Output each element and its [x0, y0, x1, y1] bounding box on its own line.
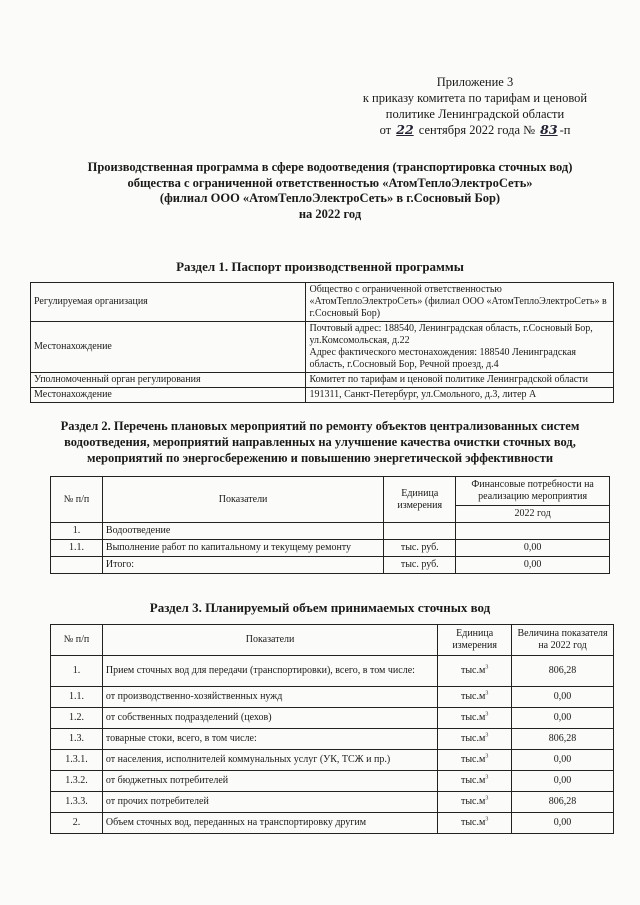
header-num: № п/п: [51, 477, 103, 523]
handwritten-number: 83: [540, 122, 558, 137]
row-name: от прочих потребителей: [102, 792, 437, 813]
title-line2: общества с ограниченной ответственностью «АтомТеплоЭлектроСеть»: [127, 175, 533, 190]
row-name: от населения, исполнителей коммунальных услуг (УК, ТСЖ и пр.): [102, 750, 437, 771]
actual-address: Адрес фактического местонахождения: 188540 Ленинградская область, г.Сосновый Бор, Речной проезд, д.4: [309, 347, 577, 370]
unit-exponent: 3: [485, 795, 489, 802]
handwritten-day: 22: [396, 122, 414, 137]
row-name: от собственных подразделений (цехов): [102, 708, 437, 729]
section2-heading-line2: водоотведения, мероприятий направленных на улучшение качества очистки сточных вод,: [64, 435, 576, 449]
unit-text: тыс.м: [460, 665, 486, 676]
row-value: 0,00: [512, 708, 614, 729]
row-unit: [438, 771, 512, 792]
header-indicator: Показатели: [102, 625, 437, 656]
value-cell: [306, 322, 614, 373]
postal-address: Почтовый адрес: 188540, Ленинградская область, г.Сосновый Бор, ул.Комсомольская, д.22: [309, 323, 593, 346]
passport-table: [30, 282, 614, 403]
title-line1: Производственная программа в сфере водоотведения (транспортировка сточных вод): [87, 160, 573, 174]
unit-text: тыс.м: [460, 796, 486, 807]
row-value: 0,00: [512, 771, 614, 792]
row-name: от бюджетных потребителей: [102, 771, 437, 792]
wastewater-table: [50, 624, 614, 834]
table-row: [51, 708, 614, 729]
row-num: 1.2.: [51, 708, 103, 729]
row-unit: [438, 750, 512, 771]
table-header-row: [51, 477, 610, 506]
label-cell: Уполномоченный орган регулирования: [31, 373, 306, 388]
row-unit: тыс. руб.: [384, 557, 456, 574]
table-row: [51, 656, 614, 687]
unit-exponent: 3: [485, 774, 489, 781]
row-unit: тыс. руб.: [384, 540, 456, 557]
header-num: № п/п: [51, 625, 103, 656]
row-num: 1.1.: [51, 687, 103, 708]
row-value: 0,00: [512, 750, 614, 771]
unit-exponent: 3: [485, 711, 489, 718]
row-value: 0,00: [456, 540, 610, 557]
row-num: 1.3.: [51, 729, 103, 750]
table-row: [51, 792, 614, 813]
date-prefix: от: [379, 123, 392, 137]
row-unit: [438, 708, 512, 729]
row-value: 0,00: [512, 687, 614, 708]
row-value: 806,28: [512, 792, 614, 813]
table-row: [51, 523, 610, 540]
section1-heading: Раздел 1. Паспорт производственной программы: [176, 259, 464, 274]
title-line3: (филиал ООО «АтомТеплоЭлектроСеть» в г.Сосновый Бор): [159, 191, 501, 205]
table-row: [51, 557, 610, 574]
unit-text: тыс.м: [460, 733, 486, 744]
row-name: Прием сточных вод для передачи (транспортировки), всего, в том числе:: [102, 656, 437, 687]
table-row: [51, 687, 614, 708]
row-name: Выполнение работ по капитальному и текущему ремонту: [102, 540, 383, 557]
unit-text: тыс.м: [460, 712, 486, 723]
table-row: [31, 388, 614, 403]
row-num: [51, 557, 103, 574]
section2-heading-line3: мероприятий по энергосбережению и повышению энергетической эффективности: [86, 451, 554, 465]
appendix-line2: к приказу комитета по тарифам и ценовой: [362, 91, 588, 105]
label-cell: Местонахождение: [31, 322, 306, 373]
row-name: товарные стоки, всего, в том числе:: [102, 729, 437, 750]
section3-heading: Раздел 3. Планируемый объем принимаемых сточных вод: [149, 600, 491, 615]
row-num: 1.3.3.: [51, 792, 103, 813]
row-unit: [438, 792, 512, 813]
table-row: [31, 373, 614, 388]
row-value: 806,28: [512, 656, 614, 687]
row-num: 2.: [51, 813, 103, 834]
table-row: [51, 771, 614, 792]
table-row: [51, 540, 610, 557]
row-num: 1.: [51, 523, 103, 540]
row-num: 1.: [51, 656, 103, 687]
measures-table: [50, 476, 610, 574]
unit-text: тыс.м: [460, 817, 486, 828]
section2-heading: [0, 418, 640, 466]
table-row: [31, 322, 614, 373]
row-name: Водоотведение: [102, 523, 383, 540]
row-unit: [438, 687, 512, 708]
order-suffix: -п: [559, 123, 571, 137]
row-num: 1.1.: [51, 540, 103, 557]
header-year: 2022 год: [456, 506, 610, 523]
table-row: [51, 729, 614, 750]
row-unit: [438, 729, 512, 750]
table-row: [51, 750, 614, 771]
row-name: Итого:: [102, 557, 383, 574]
appendix-date-line: [360, 122, 590, 138]
row-value: 0,00: [456, 557, 610, 574]
row-value: 0,00: [512, 813, 614, 834]
unit-text: тыс.м: [460, 775, 486, 786]
label-cell: Регулируемая организация: [31, 283, 306, 322]
header-unit: Единица измерения: [384, 477, 456, 523]
header-indicator: Показатели: [102, 477, 383, 523]
unit-exponent: 3: [485, 732, 489, 739]
appendix-line3: политике Ленинградской области: [385, 107, 565, 121]
unit-exponent: 3: [485, 753, 489, 760]
row-unit: [384, 523, 456, 540]
unit-exponent: 3: [485, 690, 489, 697]
row-name: Объем сточных вод, переданных на транспортировку другим: [102, 813, 437, 834]
header-finance: Финансовые потребности на реализацию мероприятия: [456, 477, 610, 506]
value-cell: Общество с ограниченной ответственностью «АтомТеплоЭлектроСеть» (филиал ООО «АтомТеплоЭлектроСеть» в г.Сосновый Бор): [306, 283, 614, 322]
row-name: от производственно-хозяйственных нужд: [102, 687, 437, 708]
table-row: [51, 813, 614, 834]
row-value: 806,28: [512, 729, 614, 750]
row-unit: [438, 813, 512, 834]
header-unit: Единица измерения: [438, 625, 512, 656]
unit-exponent: 3: [485, 816, 489, 823]
row-num: 1.3.2.: [51, 771, 103, 792]
document-title: [40, 160, 620, 222]
unit-exponent: 3: [485, 664, 489, 671]
row-value: [456, 523, 610, 540]
value-cell: Комитет по тарифам и ценовой политике Ленинградской области: [306, 373, 614, 388]
value-cell: 191311, Санкт-Петербург, ул.Смольного, д.3, литер А: [306, 388, 614, 403]
date-mid: сентября 2022 года №: [418, 123, 536, 137]
unit-text: тыс.м: [460, 754, 486, 765]
appendix-header: [360, 74, 590, 138]
section2-heading-line1: Раздел 2. Перечень плановых мероприятий по ремонту объектов централизованных систем: [60, 419, 580, 433]
row-num: 1.3.1.: [51, 750, 103, 771]
table-row: [31, 283, 614, 322]
unit-text: тыс.м: [460, 691, 486, 702]
appendix-line1: Приложение 3: [436, 75, 514, 89]
row-unit: [438, 656, 512, 687]
table-header-row: [51, 625, 614, 656]
label-cell: Местонахождение: [31, 388, 306, 403]
title-line4: на 2022 год: [298, 206, 362, 221]
header-value: Величина показателя на 2022 год: [512, 625, 614, 656]
